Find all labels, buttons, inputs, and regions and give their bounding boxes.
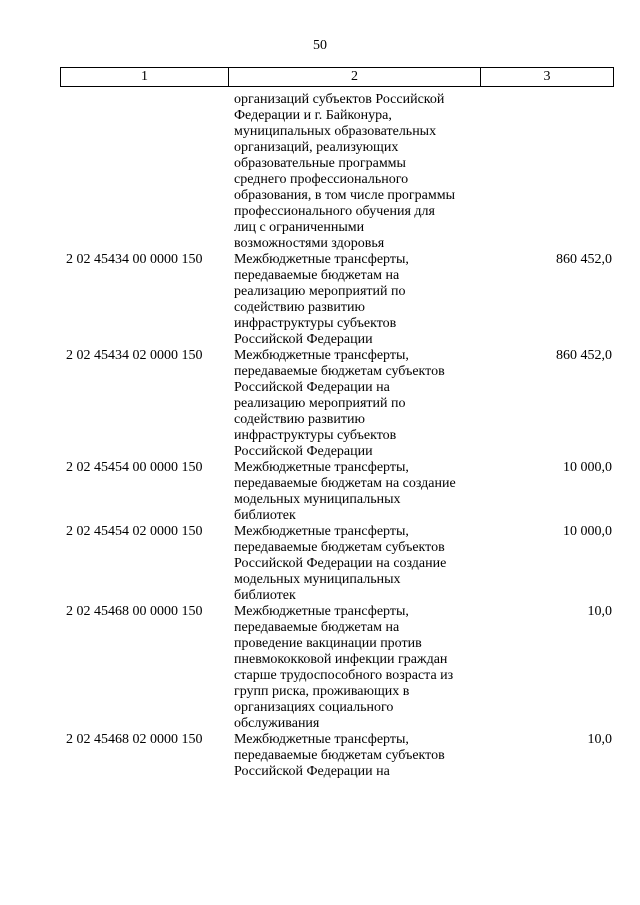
- continuation-row: [0, 92, 640, 252]
- row-name: Межбюджетные трансферты, передаваемые бюджетам на реализацию мероприятий по содействию развитию инфраструктуры субъектов Российской Федерации: [234, 252, 409, 347]
- row-code: 2 02 45454 00 0000 150: [66, 460, 203, 475]
- continuation-text: организаций субъектов Российской Федерации и г. Байконура, муниципальных образовательных организаций, реализующих образовательные программы среднего профессионального образования, в том числе программы профессионального обучения для лиц с ограниченными возможностями здоровья: [234, 92, 456, 251]
- row-code: 2 02 45454 02 0000 150: [66, 524, 203, 539]
- header-col-3: 3: [543, 69, 551, 84]
- table-body: [0, 92, 640, 780]
- table-row: [0, 524, 640, 604]
- table-row: [0, 604, 640, 732]
- row-code: 2 02 45468 00 0000 150: [66, 604, 203, 619]
- table-row: [0, 348, 640, 460]
- header-col-1: 1: [61, 68, 229, 86]
- row-amount: 860 452,0: [556, 348, 612, 363]
- table-row: [0, 460, 640, 524]
- row-code: 2 02 45434 02 0000 150: [66, 348, 203, 363]
- row-name: Межбюджетные трансферты, передаваемые бюджетам субъектов Российской Федерации на реализацию мероприятий по содействию развитию инфраструктуры субъектов Российской Федерации: [234, 348, 445, 459]
- row-amount: 860 452,0: [556, 252, 612, 267]
- row-code: 2 02 45468 02 0000 150: [66, 732, 203, 747]
- row-amount: 10 000,0: [563, 460, 612, 475]
- row-name: Межбюджетные трансферты, передаваемые бюджетам на проведение вакцинации против пневмококковой инфекции граждан старше трудоспособного возраста из групп риска, проживающих в организациях социального обслуживания: [234, 604, 454, 731]
- row-amount: 10 000,0: [563, 524, 612, 539]
- row-code: 2 02 45434 00 0000 150: [66, 252, 203, 267]
- header-col-2: 2: [229, 68, 481, 86]
- row-name: Межбюджетные трансферты, передаваемые бюджетам на создание модельных муниципальных библиотек: [234, 460, 456, 523]
- row-name: Межбюджетные трансферты, передаваемые бюджетам субъектов Российской Федерации на создание модельных муниципальных библиотек: [234, 524, 447, 603]
- table-row: [0, 252, 640, 348]
- row-amount: 10,0: [587, 604, 612, 619]
- table-row: [0, 732, 640, 780]
- page-number: 50: [313, 38, 327, 53]
- table-header: [60, 67, 614, 87]
- row-amount: 10,0: [587, 732, 612, 747]
- row-name: Межбюджетные трансферты, передаваемые бюджетам субъектов Российской Федерации на: [234, 732, 445, 779]
